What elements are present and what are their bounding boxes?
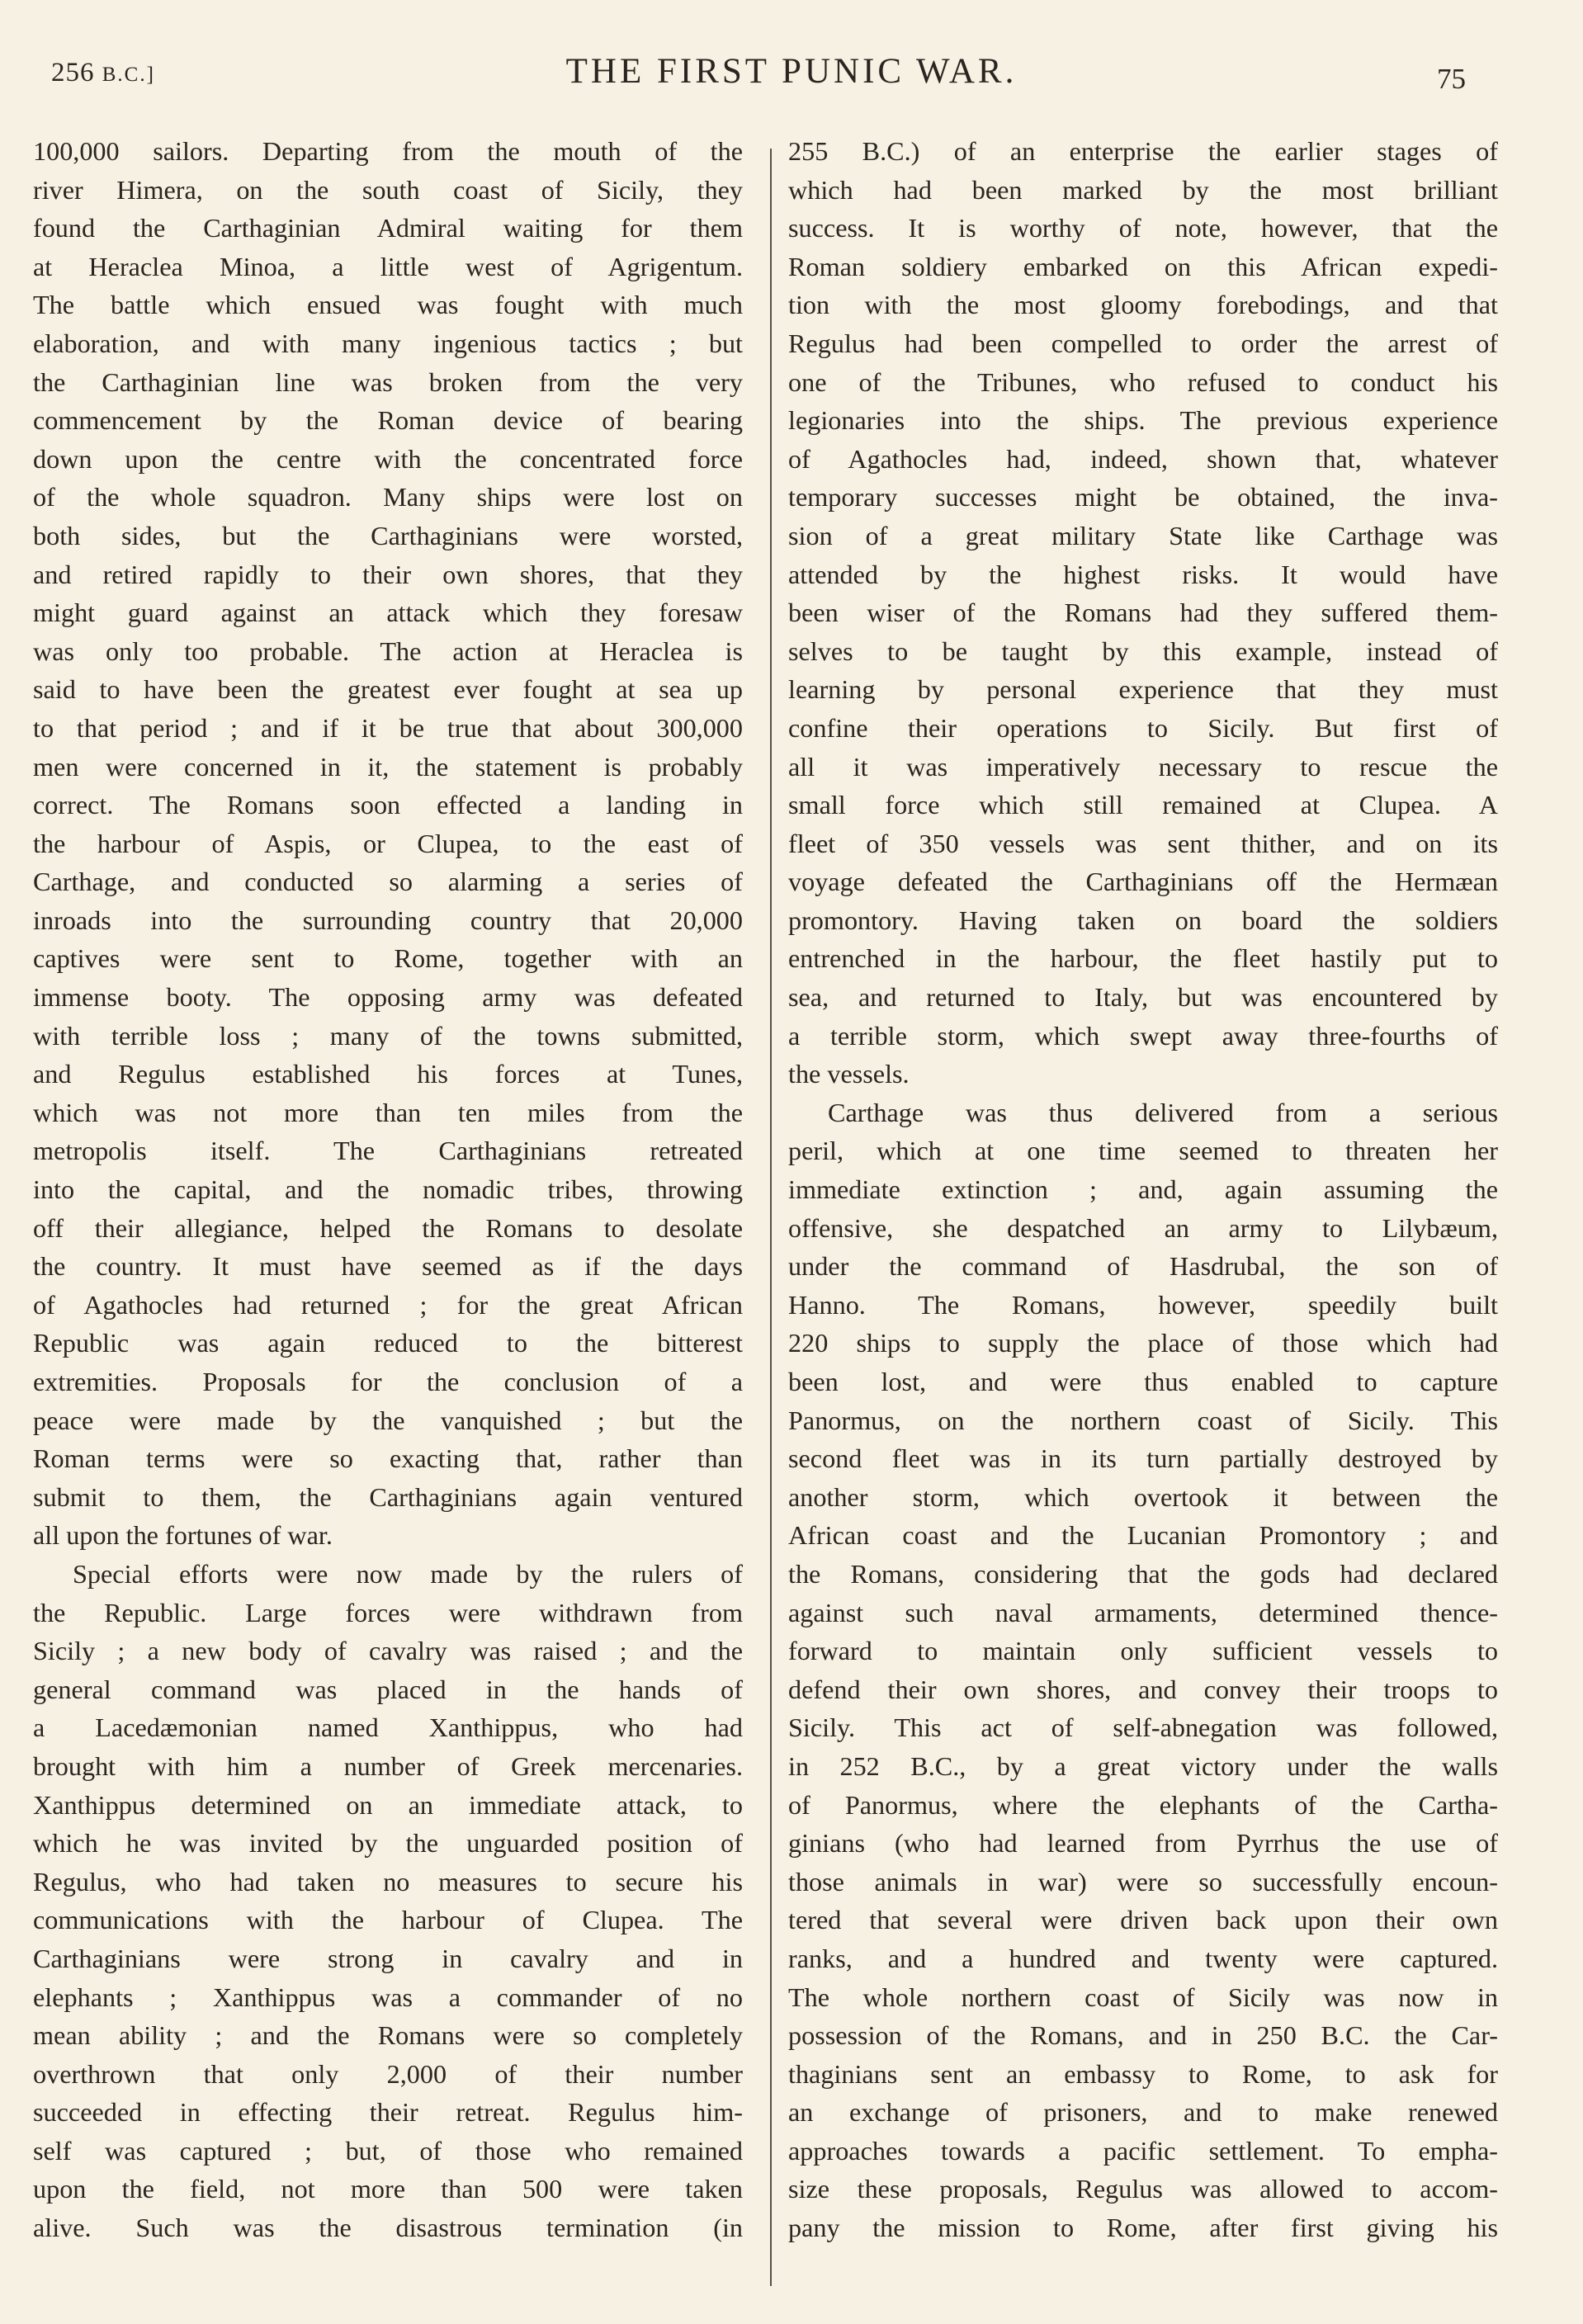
text-line: Regulus, who had taken no measures to secure his	[33, 1866, 743, 1897]
text-line: ranks, and a hundred and twenty were captured.	[788, 1943, 1498, 1973]
text-line: Xanthippus determined on an immediate attack, to	[33, 1789, 743, 1820]
text-line: upon the field, not more than 500 were taken	[33, 2174, 743, 2204]
text-line: brought with him a number of Greek mercenaries.	[33, 1750, 743, 1781]
text-line: second fleet was in its turn partially destroyed by	[788, 1443, 1498, 1474]
text-line: ginians (who had learned from Pyrrhus the use of	[788, 1828, 1498, 1859]
text-line: offensive, she despatched an army to Lilybæum,	[788, 1212, 1498, 1243]
text-line: correct. The Romans soon effected a landing in	[33, 790, 743, 820]
text-line: to that period ; and if it be true that about 300,000	[33, 712, 743, 743]
text-line: with terrible loss ; many of the towns submitted,	[33, 1020, 743, 1051]
text-line: fleet of 350 vessels was sent thither, and on its	[788, 828, 1498, 858]
text-line: Sicily. This act of self-abnegation was followed,	[788, 1712, 1498, 1743]
text-line: against such naval armaments, determined thence-	[788, 1597, 1498, 1627]
text-line: immense booty. The opposing army was defeated	[33, 982, 743, 1013]
text-line: success. It is worthy of note, however, that the	[788, 213, 1498, 243]
text-line: communications with the harbour of Clupea. The	[33, 1905, 743, 1935]
text-line: Republic was again reduced to the bitterest	[33, 1328, 743, 1358]
text-line: sion of a great military State like Carthage was	[788, 520, 1498, 550]
text-line: under the command of Hasdrubal, the son of	[788, 1251, 1498, 1282]
text-line: metropolis itself. The Carthaginians retreated	[33, 1136, 743, 1166]
text-line: tion with the most gloomy forebodings, and that	[788, 290, 1498, 320]
text-line: all it was imperatively necessary to rescue the	[788, 751, 1498, 782]
text-line: elephants ; Xanthippus was a commander of no	[33, 1982, 743, 2012]
text-line: off their allegiance, helped the Romans to desolate	[33, 1212, 743, 1243]
text-line: general command was placed in the hands of	[33, 1674, 743, 1704]
text-line: the Romans, considering that the gods had declared	[788, 1558, 1498, 1589]
text-line: succeeded in effecting their retreat. Regulus him-	[33, 2097, 743, 2128]
text-line: said to have been the greatest ever fought at sea up	[33, 674, 743, 705]
text-line: might guard against an attack which they foresaw	[33, 598, 743, 628]
text-line: mean ability ; and the Romans were so completely	[33, 2020, 743, 2051]
text-line: sea, and returned to Italy, but was encountered by	[788, 982, 1498, 1013]
text-line: submit to them, the Carthaginians again ventured	[33, 1481, 743, 1512]
text-line: inroads into the surrounding country that 20,000	[33, 905, 743, 935]
text-line: 220 ships to supply the place of those which had	[788, 1328, 1498, 1358]
text-line: defend their own shores, and convey their troops to	[788, 1674, 1498, 1704]
text-line: self was captured ; but, of those who remained	[33, 2135, 743, 2166]
text-line: Roman soldiery embarked on this African expedi-	[788, 251, 1498, 281]
text-line: of the whole squadron. Many ships were lost on	[33, 482, 743, 513]
page-title: THE FIRST PUNIC WAR.	[565, 52, 1018, 91]
text-line: both sides, but the Carthaginians were worsted,	[33, 520, 743, 550]
text-line: peril, which at one time seemed to threaten her	[788, 1136, 1498, 1166]
column-divider	[770, 149, 772, 2286]
text-line: at Heraclea Minoa, a little west of Agrigentum.	[33, 251, 743, 281]
text-line: voyage defeated the Carthaginians off the Hermæan	[788, 867, 1498, 897]
text-line: Special efforts were now made by the rulers of	[73, 1558, 743, 1589]
text-line: Panormus, on the northern coast of Sicily. This	[788, 1405, 1498, 1435]
text-line: men were concerned in it, the statement is probably	[33, 751, 743, 782]
text-line: selves to be taught by this example, instead of	[788, 635, 1498, 666]
text-line: been lost, and were thus enabled to capture	[788, 1367, 1498, 1396]
text-line: Carthage was thus delivered from a serious	[828, 1097, 1498, 1127]
text-line: a Lacedæmonian named Xanthippus, who had	[33, 1712, 743, 1743]
text-line: and Regulus established his forces at Tunes,	[33, 1059, 743, 1089]
text-line: a terrible storm, which swept away three-fourths of	[788, 1020, 1498, 1051]
text-line: size these proposals, Regulus was allowed to accom-	[788, 2174, 1498, 2204]
text-line: which he was invited by the unguarded position of	[33, 1828, 743, 1859]
text-line: the Carthaginian line was broken from the very	[33, 366, 743, 397]
text-line: tered that several were driven back upon their own	[788, 1905, 1498, 1935]
text-line: and retired rapidly to their own shores, that they	[33, 559, 743, 589]
text-line: all upon the fortunes of war.	[33, 1520, 333, 1551]
running-header	[0, 51, 1583, 101]
text-line: the vessels.	[788, 1059, 910, 1089]
text-line: 255 B.C.) of an enterprise the earlier stages of	[788, 136, 1498, 166]
text-line: thaginians sent an embassy to Rome, to ask for	[788, 2058, 1498, 2089]
text-line: in 252 B.C., by a great victory under the walls	[788, 1750, 1498, 1781]
text-line: found the Carthaginian Admiral waiting for them	[33, 213, 743, 243]
text-line: small force which still remained at Clupea. A	[788, 790, 1498, 820]
text-line: African coast and the Lucanian Promontory ; and	[788, 1520, 1498, 1551]
text-line: one of the Tribunes, who refused to conduct his	[788, 366, 1498, 397]
text-line: of Agathocles had, indeed, shown that, whatever	[788, 443, 1498, 474]
text-line: Carthage, and conducted so alarming a series of	[33, 867, 743, 897]
text-line: was only too probable. The action at Heraclea is	[33, 635, 743, 666]
text-line: Sicily ; a new body of cavalry was raised ; and the	[33, 1636, 743, 1666]
text-line: pany the mission to Rome, after first giving his	[788, 2213, 1498, 2243]
text-line: commencement by the Roman device of bearing	[33, 405, 743, 436]
text-line: confine their operations to Sicily. But first of	[788, 712, 1498, 743]
text-line: those animals in war) were so successfully encoun-	[788, 1866, 1498, 1897]
text-line: approaches towards a pacific settlement. To empha-	[788, 2135, 1498, 2166]
left-text-column	[33, 132, 743, 2247]
text-line: legionaries into the ships. The previous experience	[788, 405, 1498, 436]
text-line: Roman terms were so exacting that, rather than	[33, 1443, 743, 1474]
text-line: which had been marked by the most brilliant	[788, 174, 1498, 205]
text-line: attended by the highest risks. It would have	[788, 559, 1498, 589]
text-line: the Republic. Large forces were withdrawn from	[33, 1597, 743, 1627]
text-line: elaboration, and with many ingenious tactics ; but	[33, 328, 743, 358]
text-line: forward to maintain only sufficient vessels to	[788, 1636, 1498, 1666]
text-line: temporary successes might be obtained, the inva-	[788, 482, 1498, 513]
text-line: river Himera, on the south coast of Sicily, they	[33, 174, 743, 205]
header-era: B.C.]	[102, 64, 155, 86]
text-line: learning by personal experience that they must	[788, 674, 1498, 705]
header-year: 256	[51, 58, 95, 87]
right-text-column	[788, 132, 1498, 2247]
text-line: the harbour of Aspis, or Clupea, to the east of	[33, 828, 743, 858]
text-line: captives were sent to Rome, together with an	[33, 943, 743, 974]
text-line: overthrown that only 2,000 of their number	[33, 2058, 743, 2089]
text-line: immediate extinction ; and, again assuming the	[788, 1174, 1498, 1205]
text-line: The battle which ensued was fought with much	[33, 290, 743, 320]
text-line: down upon the centre with the concentrated force	[33, 443, 743, 474]
text-line: 100,000 sailors. Departing from the mouth of the	[33, 136, 743, 166]
text-line: an exchange of prisoners, and to make renewed	[788, 2097, 1498, 2128]
text-line: entrenched in the harbour, the fleet hastily put to	[788, 943, 1498, 974]
page-number: 75	[1437, 63, 1466, 95]
text-line: The whole northern coast of Sicily was now in	[788, 1982, 1498, 2012]
text-line: of Agathocles had returned ; for the great African	[33, 1289, 743, 1320]
text-line: been wiser of the Romans had they suffered them-	[788, 598, 1498, 628]
text-line: peace were made by the vanquished ; but the	[33, 1405, 743, 1435]
text-line: the country. It must have seemed as if the days	[33, 1251, 743, 1282]
text-line: promontory. Having taken on board the soldiers	[788, 905, 1498, 935]
text-line: into the capital, and the nomadic tribes, throwing	[33, 1174, 743, 1205]
text-line: Hanno. The Romans, however, speedily built	[788, 1289, 1498, 1320]
text-line: possession of the Romans, and in 250 B.C. the Car-	[788, 2020, 1498, 2051]
text-line: Carthaginians were strong in cavalry and in	[33, 1943, 743, 1973]
text-line: which was not more than ten miles from the	[33, 1097, 743, 1127]
text-line: alive. Such was the disastrous termination (in	[33, 2213, 743, 2243]
text-line: of Panormus, where the elephants of the Cartha-	[788, 1789, 1498, 1820]
text-line: extremities. Proposals for the conclusion of a	[33, 1367, 743, 1396]
text-line: another storm, which overtook it between the	[788, 1481, 1498, 1512]
text-line: Regulus had been compelled to order the arrest of	[788, 328, 1498, 358]
